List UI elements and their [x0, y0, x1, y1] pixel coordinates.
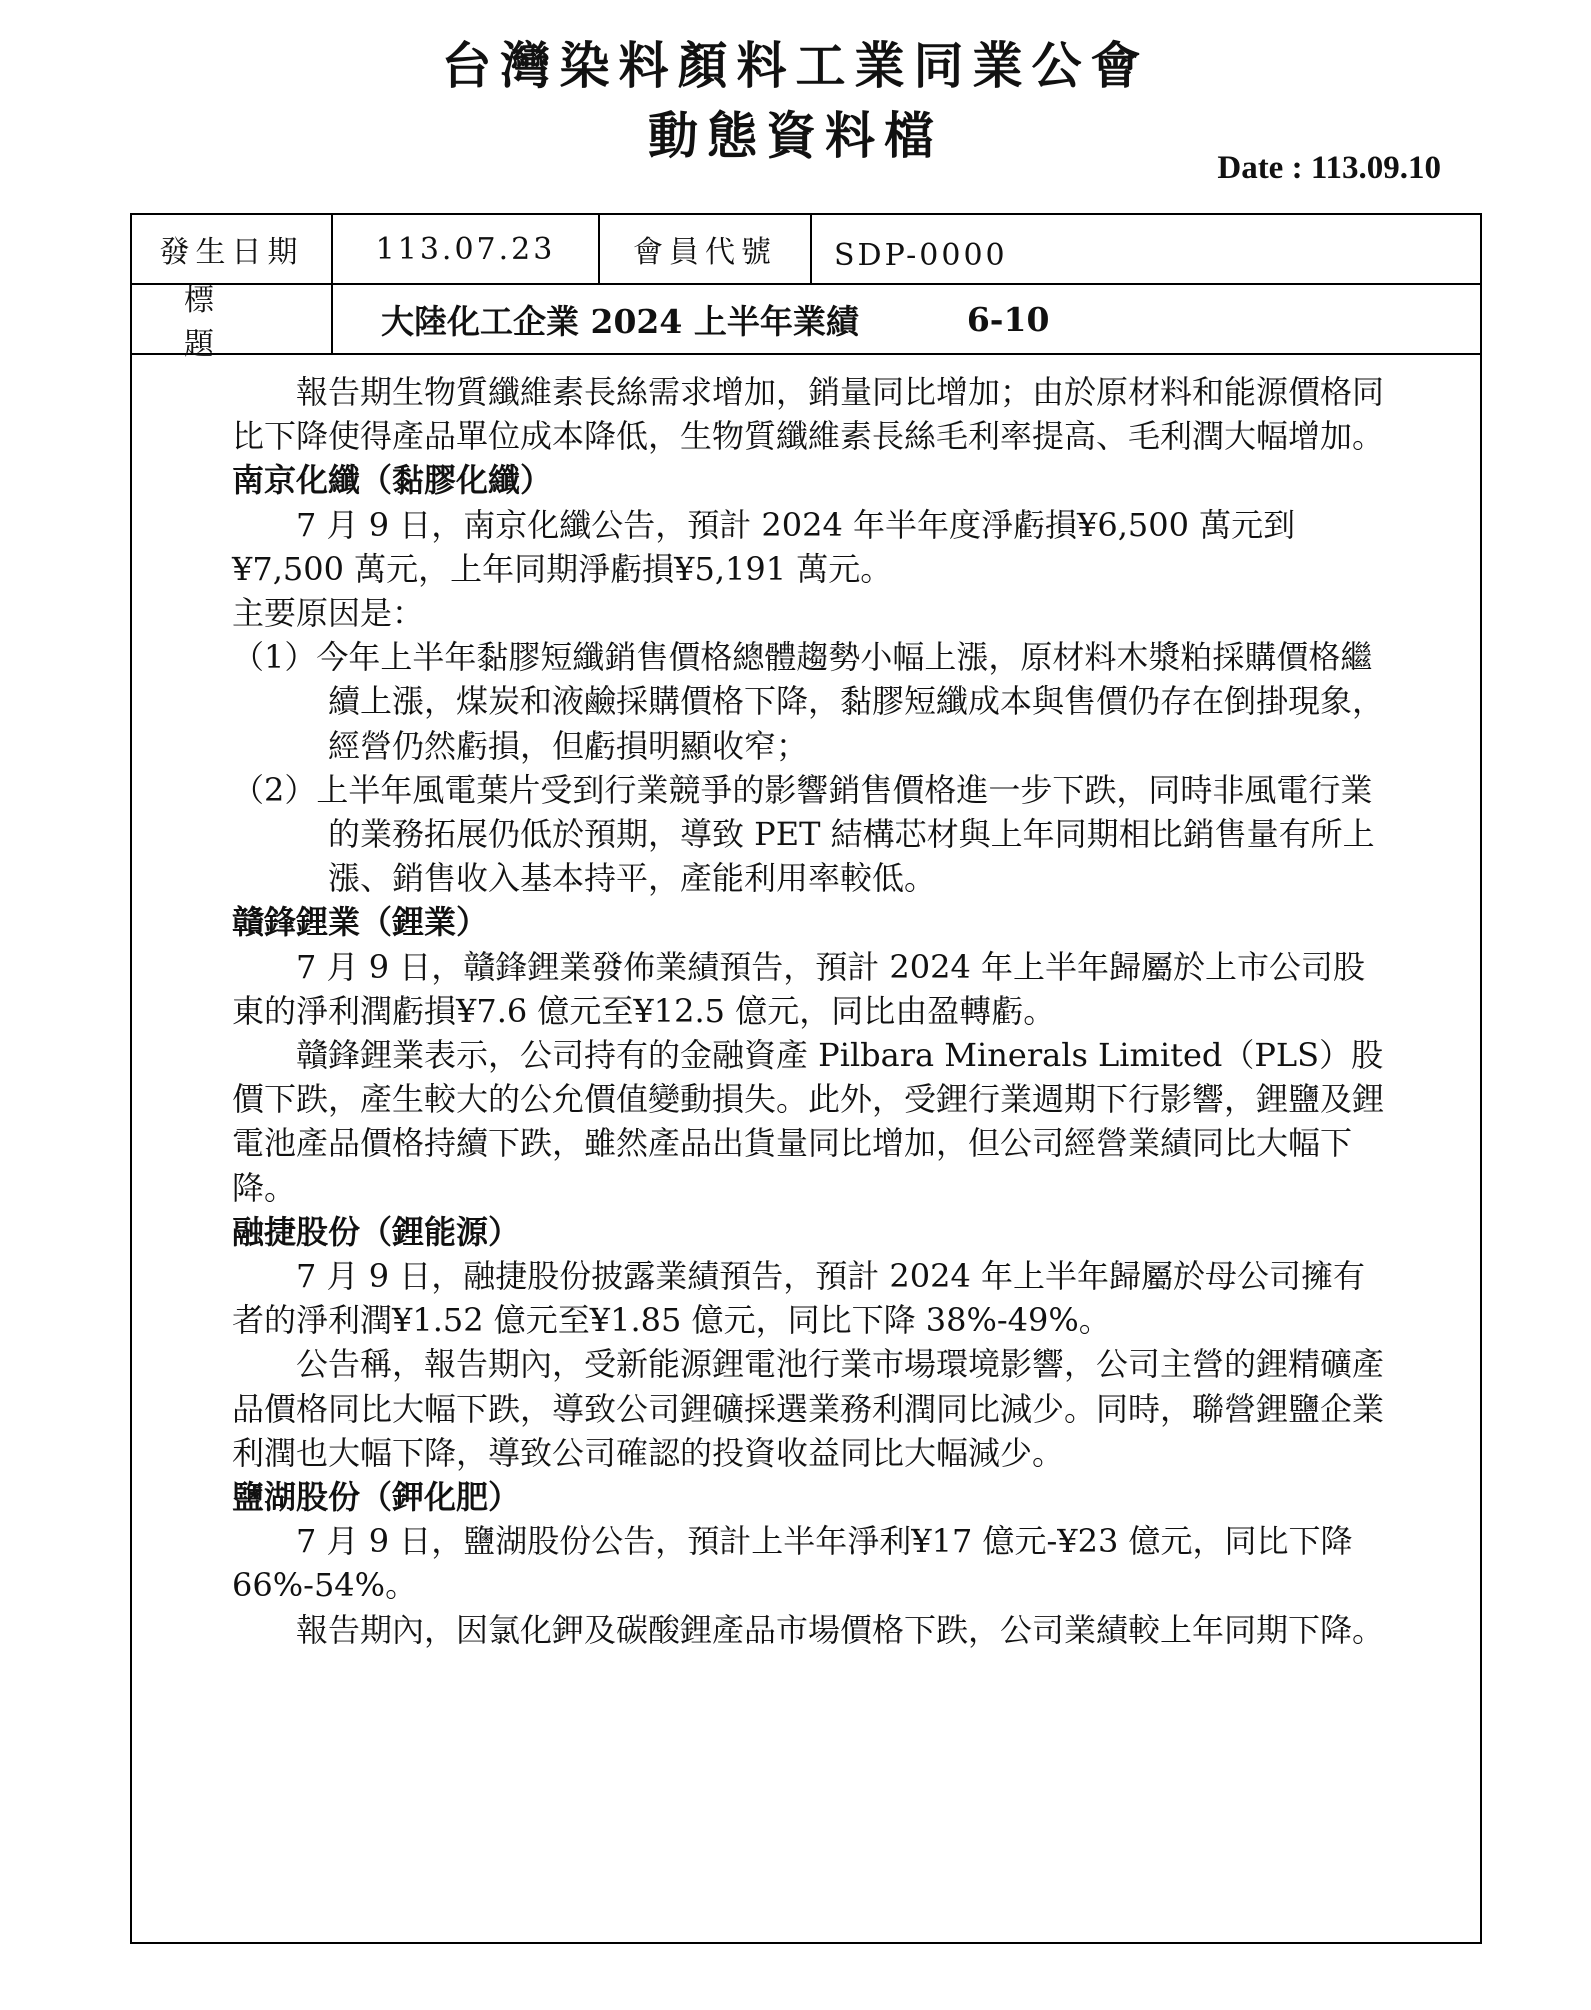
- reason-item: （2）上半年風電葉片受到行業競爭的影響銷售價格進一步下跌，同時非風電行業的業務拓展仍低於預期，導致 PET 結構芯材與上年同期相比銷售量有所上漲、銷售收入基本持平，產能利用率較低。: [232, 770, 1375, 898]
- subject-cell: [333, 285, 1482, 353]
- occurrence-date-value: 113.07.23: [333, 215, 600, 283]
- section-heading: 贛鋒鋰業（鋰業）: [232, 903, 489, 942]
- section-heading: 鹽湖股份（鉀化肥）: [232, 1478, 521, 1517]
- section-heading: 融捷股份（鋰能源）: [232, 1212, 521, 1251]
- member-code-label: 會員代號: [600, 215, 812, 283]
- page-range: 6-10: [966, 299, 1050, 339]
- section-paragraph: 7 月 9 日，融捷股份披露業績預告，預計 2024 年上半年歸屬於母公司擁有者的淨利潤¥1.52 億元至¥1.85 億元，同比下降 38%-49%。: [232, 1257, 1366, 1340]
- member-code-value: SDP-0000: [834, 237, 1008, 273]
- section-paragraph: 7 月 9 日，南京化纖公告，預計 2024 年半年度淨虧損¥6,500 萬元到¥7,500 萬元，上年同期淨虧損¥5,191 萬元。: [232, 505, 1296, 588]
- section-heading: 南京化纖（黏膠化纖）: [232, 461, 553, 500]
- section-paragraph: 贛鋒鋰業表示，公司持有的金融資產 Pilbara Minerals Limited（PLS）股價下跌，產生較大的公允價值變動損失。此外，受鋰行業週期下行影響，鋰鹽及鋰電池產品價格持續下跌，雖然產品出貨量同比增加，但公司經營業績同比大幅下降。: [232, 1036, 1385, 1207]
- org-title: 台灣染料顏料工業同業公會: [441, 36, 1150, 95]
- document-date: Date : 113.09.10: [1217, 150, 1441, 186]
- document-body: [232, 370, 1392, 1652]
- reason-item: （1）今年上半年黏膠短纖銷售價格總體趨勢小幅上漲，原材料木漿粕採購價格繼續上漲，煤炭和液鹼採購價格下降，黏膠短纖成本與售價仍存在倒掛現象，經營仍然虧損，但虧損明顯收窄；: [232, 638, 1385, 765]
- occurrence-date-label: 發生日期: [132, 215, 333, 283]
- subject-label: 標題: [132, 285, 333, 353]
- doc-title: 動態資料檔: [648, 106, 943, 165]
- subject-value: 大陸化工企業 2024 上半年業績: [381, 301, 859, 341]
- section-paragraph: 7 月 9 日，鹽湖股份公告，預計上半年淨利¥17 億元-¥23 億元，同比下降 66%-54%。: [232, 1522, 1353, 1605]
- intro-paragraph: 報告期生物質纖維素長絲需求增加，銷量同比增加；由於原材料和能源價格同比下降使得產品單位成本降低，生物質纖維素長絲毛利率提高、毛利潤大幅增加。: [232, 373, 1385, 456]
- info-row-date-member: [132, 215, 1480, 285]
- section-paragraph: 7 月 9 日，贛鋒鋰業發佈業績預告，預計 2024 年上半年歸屬於上市公司股東的淨利潤虧損¥7.6 億元至¥12.5 億元，同比由盈轉虧。: [232, 947, 1366, 1030]
- info-row-subject: [132, 283, 1480, 362]
- section-paragraph: 公告稱，報告期內，受新能源鋰電池行業市場環境影響，公司主營的鋰精礦產品價格同比大幅下跌，導致公司鋰礦採選業務利潤同比減少。同時，聯營鋰鹽企業利潤也大幅下降，導致公司確認的投資收益同比大幅減少。: [232, 1345, 1385, 1472]
- reasons-label: 主要原因是：: [232, 594, 425, 633]
- section-paragraph: 報告期內，因氯化鉀及碳酸鋰產品市場價格下跌，公司業績較上年同期下降。: [296, 1610, 1385, 1649]
- document-frame: [130, 213, 1482, 1944]
